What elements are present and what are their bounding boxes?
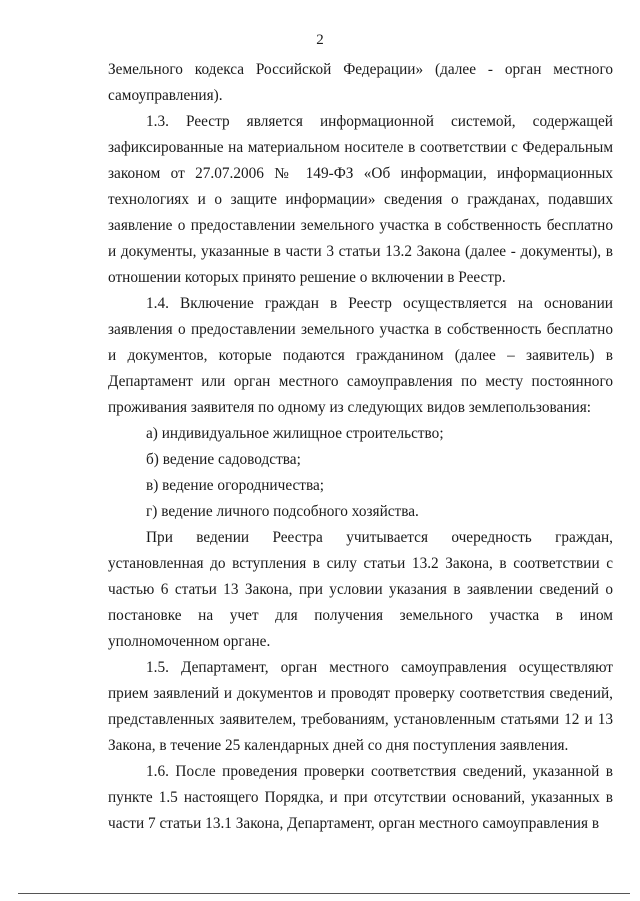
list-item-a: а) индивидуальное жилищное строительство; bbox=[146, 425, 444, 442]
list-item-v: в) ведение огородничества; bbox=[146, 477, 325, 494]
paragraph-1-6: 1.6. После проведения проверки соответствия сведений, указанной в пункте 1.5 настоящего Порядка, и при отсутствии оснований, указанных в части 7 статьи 13.1 Закона, Департамент, орган местного самоуправления в bbox=[108, 763, 613, 832]
paragraph-1-3: 1.3. Реестр является информационной системой, содержащей зафиксированные на материальном носителе в соответствии с Федеральным законом от 27.07.2006 № 149-ФЗ «Об информации, информационных технологиях и о защите информации» сведения о гражданах, подавших заявление о предоставлении земельного участка в собственность бесплатно и документы, указанные в части 3 статьи 13.2 Закона (далее - документы), в отношении которых принято решение о включении в Реестр. bbox=[108, 113, 613, 286]
paragraph-queue-order: При ведении Реестра учитывается очередность граждан, установленная до вступления в силу статьи 13.2 Закона, в соответствии с частью 6 статьи 13 Закона, при условии указания в заявлении сведений о постановке на учет для получения земельного участка в ином уполномоченном органе. bbox=[108, 529, 613, 650]
paragraph-continuation: Земельного кодекса Российской Федерации» (далее - орган местного самоуправления). bbox=[108, 61, 613, 104]
document-body bbox=[108, 57, 613, 837]
paragraph-1-4: 1.4. Включение граждан в Реестр осуществляется на основании заявления о предоставлении земельного участка в собственность бесплатно и документов, которые подаются гражданином (далее – заявитель) в Департамент или орган местного самоуправления по месту постоянного проживания заявителя по одному из следующих видов землепользования: bbox=[108, 295, 613, 416]
page-number: 2 bbox=[316, 32, 324, 48]
list-item-b: б) ведение садоводства; bbox=[146, 451, 301, 468]
page-bottom-divider bbox=[18, 893, 630, 894]
paragraph-1-5: 1.5. Департамент, орган местного самоуправления осуществляют прием заявлений и документов и проводят проверку соответствия сведений, представленных заявителем, требованиям, установленным статьями 12 и 13 Закона, в течение 25 календарных дней со дня поступления заявления. bbox=[108, 659, 613, 754]
list-item-g: г) ведение личного подсобного хозяйства. bbox=[146, 503, 419, 520]
